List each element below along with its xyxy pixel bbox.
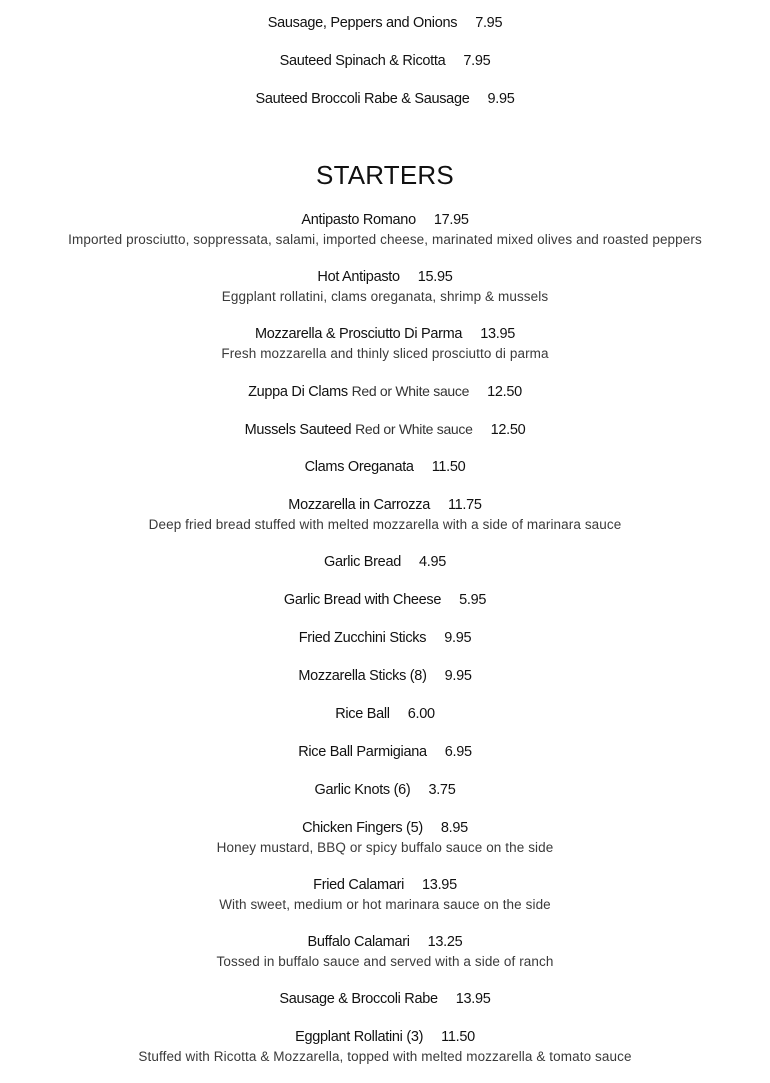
section-title: STARTERS — [316, 160, 454, 190]
item-name: Sausage, Peppers and Onions — [267, 15, 458, 31]
menu-item — [0, 52, 770, 70]
item-name: Sauteed Broccoli Rabe & Sausage — [255, 91, 470, 107]
item-price: 11.75 — [447, 497, 482, 513]
menu-item — [0, 667, 770, 685]
item-name: Fried Zucchini Sticks — [298, 630, 427, 646]
item-name: Zuppa Di Clams — [248, 384, 348, 400]
item-price: 6.95 — [444, 744, 472, 760]
item-name: Clams Oreganata — [304, 459, 414, 475]
item-name: Garlic Knots (6) — [314, 782, 411, 798]
item-price: 15.95 — [417, 269, 453, 285]
menu-item — [0, 420, 770, 439]
menu-item — [0, 933, 770, 951]
item-description: With sweet, medium or hot marinara sauce on the side — [219, 897, 551, 912]
menu-item — [0, 14, 770, 32]
item-description: Fresh mozzarella and thinly sliced prosciutto di parma — [221, 346, 549, 361]
menu-item — [0, 876, 770, 894]
item-price: 11.50 — [431, 459, 466, 475]
item-name: Mozzarella Sticks (8) — [298, 668, 427, 684]
item-name: Sausage & Broccoli Rabe — [279, 991, 438, 1007]
item-name: Buffalo Calamari — [307, 934, 410, 950]
menu-item — [0, 382, 770, 401]
item-price: 3.75 — [428, 782, 456, 798]
menu-item — [0, 458, 770, 476]
item-price: 17.95 — [433, 212, 469, 228]
item-name: Mozzarella & Prosciutto Di Parma — [255, 326, 463, 342]
menu-item — [0, 705, 770, 723]
item-note: Red or White sauce — [351, 383, 470, 399]
item-description: Tossed in buffalo sauce and served with a side of ranch — [216, 954, 554, 969]
item-price: 5.95 — [459, 592, 487, 608]
menu-item — [0, 819, 770, 837]
item-description: Deep fried bread stuffed with melted mozzarella with a side of marinara sauce — [148, 517, 622, 532]
item-name: Chicken Fingers (5) — [302, 820, 423, 836]
menu-item — [0, 268, 770, 286]
item-price: 13.95 — [422, 877, 457, 893]
item-name: Garlic Bread with Cheese — [283, 592, 442, 608]
item-name: Antipasto Romano — [301, 212, 416, 228]
item-description: Imported prosciutto, soppressata, salami, imported cheese, marinated mixed olives and roasted peppers — [68, 232, 702, 247]
item-price: 7.95 — [475, 15, 503, 31]
item-description: Eggplant rollatini, clams oreganata, shrimp & mussels — [221, 289, 549, 304]
item-name: Mussels Sauteed — [244, 422, 352, 438]
item-price: 12.50 — [487, 384, 522, 400]
item-price: 6.00 — [407, 706, 435, 722]
menu-item — [0, 990, 770, 1008]
item-name: Eggplant Rollatini (3) — [295, 1029, 424, 1045]
item-price: 8.95 — [440, 820, 468, 836]
item-price: 9.95 — [444, 668, 472, 684]
menu-item — [0, 1028, 770, 1046]
item-price: 13.95 — [455, 991, 491, 1007]
item-price: 7.95 — [463, 53, 491, 69]
item-name: Hot Antipasto — [317, 269, 400, 285]
menu-item — [0, 591, 770, 609]
menu-item — [0, 211, 770, 229]
item-price: 11.50 — [441, 1029, 475, 1045]
item-price: 13.95 — [480, 326, 515, 342]
menu-item — [0, 553, 770, 571]
menu-item — [0, 781, 770, 799]
menu-item — [0, 496, 770, 514]
item-price: 4.95 — [418, 554, 447, 570]
item-price: 9.95 — [444, 630, 472, 646]
item-name: Garlic Bread — [323, 554, 401, 570]
menu-item — [0, 90, 770, 108]
item-price: 13.25 — [427, 934, 463, 950]
menu-item — [0, 743, 770, 761]
item-description: Honey mustard, BBQ or spicy buffalo sauce on the side — [216, 840, 554, 855]
item-name: Mozzarella in Carrozza — [288, 497, 430, 513]
menu-item — [0, 325, 770, 343]
item-name: Rice Ball — [335, 706, 390, 722]
item-price: 9.95 — [487, 91, 515, 107]
item-note: Red or White sauce — [355, 421, 473, 437]
item-name: Sauteed Spinach & Ricotta — [279, 53, 446, 69]
item-name: Fried Calamari — [313, 877, 405, 893]
item-name: Rice Ball Parmigiana — [298, 744, 427, 760]
item-price: 12.50 — [490, 422, 526, 438]
menu-item — [0, 629, 770, 647]
item-description: Stuffed with Ricotta & Mozzarella, topped with melted mozzarella & tomato sauce — [138, 1049, 632, 1064]
